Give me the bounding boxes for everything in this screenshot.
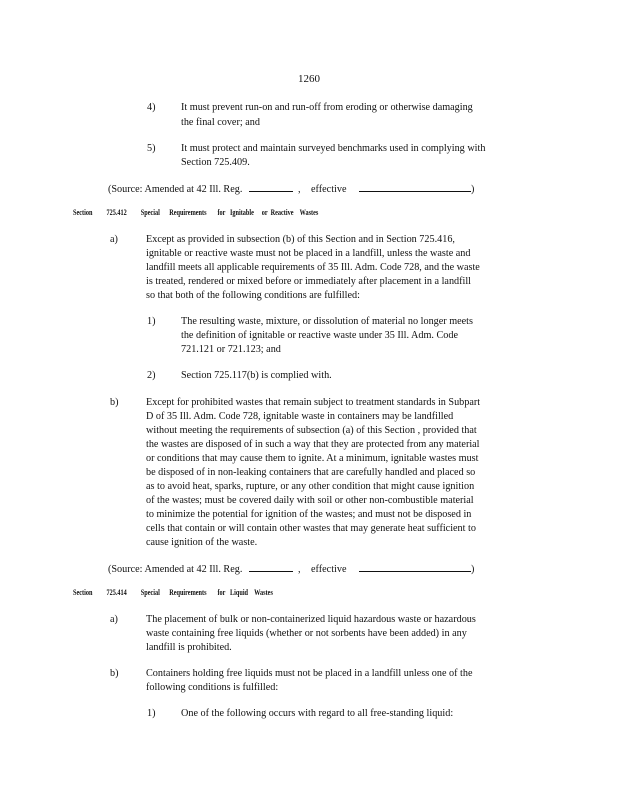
text-line: without meeting the requirements of subsection (a) of this Section , provided that [146,425,477,436]
effective-date-blank [359,561,471,572]
item-number: a) [110,614,118,625]
item-number: a) [110,234,118,245]
effective-label: effective [311,184,347,195]
text-line: to minimize the potential for ignition of the wastes; and must not be disposed in [146,509,472,520]
text-line: so that both of the following conditions are fulfilled: [146,290,360,301]
text-line: landfill meets all applicable requirements of 35 Ill. Adm. Code 728, and the waste [146,262,480,273]
effective-date-blank [359,181,471,192]
text-line: The resulting waste, mixture, or dissolution of material no longer meets [181,316,473,327]
text-line: or conditions that may cause them to ignite. At a minimum, ignitable wastes must [146,453,479,464]
section-heading: Section 725.414 Special Requirements for Liquid Wastes [73,588,273,597]
item-number: 4) [147,102,156,113]
register-blank [249,181,293,192]
text-line: landfill is prohibited. [146,642,232,653]
text-line: One of the following occurs with regard to all free-standing liquid: [181,708,454,719]
item-number: 1) [147,708,156,719]
section-heading: Section 725.412 Special Requirements for Ignitable or Reactive Wastes [73,208,319,217]
text-line: D of 35 Ill. Adm. Code 728, ignitable waste in containers may be landfilled [146,411,454,422]
text-line: the final cover; and [181,117,260,128]
text-line: the wastes are disposed of in such a way that they are protected from any material [146,439,480,450]
item-number: 1) [147,316,156,327]
source-note: (Source: Amended at 42 Ill. Reg. , effective ) [108,561,474,578]
text-line: Section 725.409. [181,157,250,168]
effective-label: effective [311,564,347,575]
text-line: Except as provided in subsection (b) of this Section and in Section 725.416, [146,234,455,245]
text-line: 721.121 or 721.123; and [181,344,281,355]
source-prefix: (Source: Amended at 42 Ill. Reg. [108,564,243,575]
item-number: 2) [147,370,156,381]
text-line: ignitable or reactive waste must not be placed in a landfill, unless the waste and [146,248,471,259]
text-line: be disposed of in non-leaking containers that are carefully handled and placed so [146,467,476,478]
text-line: as to avoid heat, sparks, rupture, or any other condition that might cause ignition [146,481,475,492]
item-number: 5) [147,143,156,154]
text-line: is treated, rendered or mixed before or immediately after placement in a landfill [146,276,472,287]
page-number: 1260 [298,73,320,85]
text-line: cells that contain or will contain other wastes that may generate heat sufficient to [146,523,476,534]
text-line: The placement of bulk or non-containerized liquid hazardous waste or hazardous [146,614,476,625]
text-line: following conditions is fulfilled: [146,682,279,693]
text-line: Section 725.117(b) is complied with. [181,370,332,381]
item-number: b) [110,668,119,679]
text-line: cause ignition of the waste. [146,537,258,548]
text-line: Except for prohibited wastes that remain subject to treatment standards in Subpart [146,397,481,408]
register-blank [249,561,293,572]
source-note: (Source: Amended at 42 Ill. Reg. , effective ) [108,181,474,198]
text-line: Containers holding free liquids must not be placed in a landfill unless one of the [146,668,473,679]
text-line: It must prevent run-on and run-off from eroding or otherwise damaging [181,102,473,113]
source-prefix: (Source: Amended at 42 Ill. Reg. [108,184,243,195]
text-line: of the wastes; must be covered daily with soil or other non-combustible material [146,495,474,506]
item-number: b) [110,397,119,408]
text-line: the definition of ignitable or reactive waste under 35 Ill. Adm. Code [181,330,458,341]
text-line: waste containing free liquids (whether or not sorbents have been added) in any [146,628,467,639]
text-line: It must protect and maintain surveyed benchmarks used in complying with [181,143,486,154]
